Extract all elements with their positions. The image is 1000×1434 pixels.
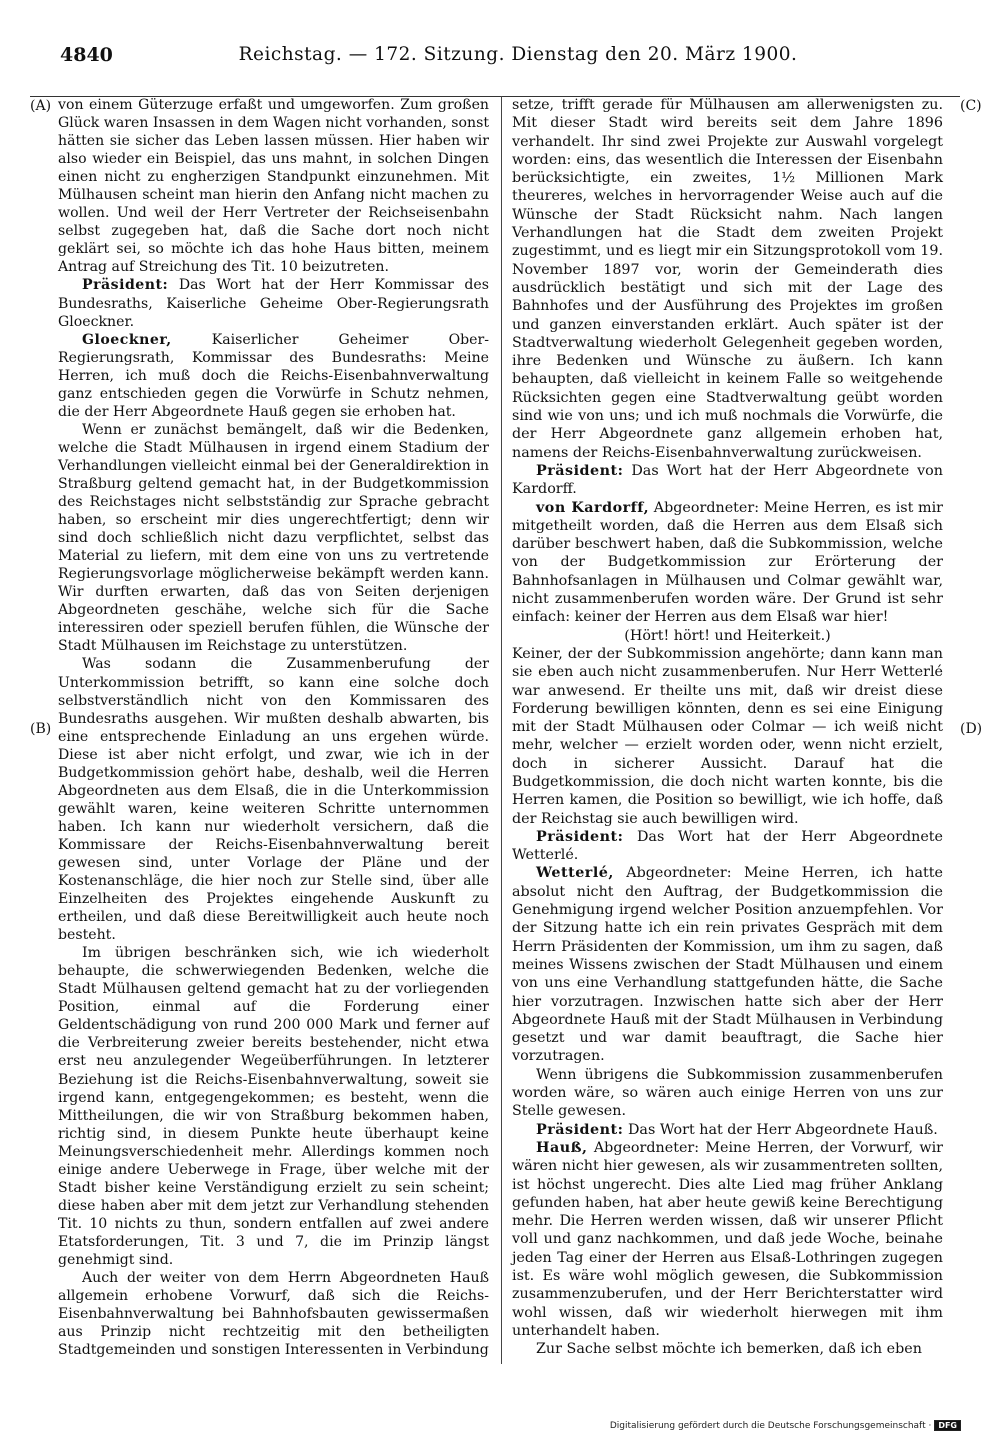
paragraph: setze, trifft gerade für Mülhausen am allerwenigsten zu. Mit dieser Stadt wird bereits seit dem Jahre 1896 verhandelt. Ihr sind zwei Projekte zur Auswahl vorgelegt worden: eins, das wesentlich die Interessen der Eisenbahn berücksichtigte, ein zweites, 1½ Millionen Mark theureres, welches in hervorragender Weise auch auf die Wünsche der Stadt Rücksicht nahm. Nach langen Verhandlungen hat die Stadt dem zweiten Projekt zugestimmt, und es liegt mir ein Sitzungsprotokoll vom 19. November 1897 vor, worin der Gemeinderath dies ausdrücklich bestätigt und sich mit der Lage des Bahnhofes und der Ausführung des Projektes im großen und ganzen einverstanden erklärt. Auch später ist der Stadtverwaltung wiederholt Gelegenheit gegeben worden, ihre Bedenken und Wünsche zu äußern. Ich kann behaupten, daß vielleicht in keinem Falle so weitgehende Rücksichten gegen eine Stadtverwaltung geübt worden sind wie von uns; und ich muß nochmals die Vorwürfe, die der Herr Abgeordnete ganz allgemein erhoben hat, namens der Reichs-Eisenbahnverwaltung zurückweisen.: [512, 97, 943, 461]
speaker-label: Gloeckner,: [82, 331, 172, 348]
margin-mark-d: (D): [960, 721, 983, 737]
speaker-paragraph: [512, 1121, 943, 1139]
speaker-paragraph: [512, 462, 943, 499]
running-title: Reichstag. — 172. Sitzung. Dienstag den 20. März 1900.: [238, 44, 798, 65]
paragraph: Im übrigen beschränken sich, wie ich wiederholt behaupte, die schwerwiegenden Bedenken, welche die Stadt Mülhausen geltend gemacht hat zu der vorliegenden Position, einmal auf die Forderung einer Geldentschädigung von rund 200 000 Mark und ferner auf die Verbreiterung zweier bereits bestehender, nicht etwa erst neu anzulegender Wegeüberführungen. In letzterer Beziehung ist die Reichs-Eisenbahnverwaltung, soweit sie irgend kann, entgegengekommen; es besteht, wenn die Mittheilungen, die wir von Straßburg bekommen haben, richtig sind, in diesem Punkte heute überhaupt keine Meinungsverschiedenheit mehr. Allerdings kommen noch einige andere Ueberwege in Frage, über welche mit der Stadt bisher keine Verständigung erzielt zu sein scheint; diese haben aber mit dem jetzt zur Verhandlung stehenden Tit. 10 nichts zu thun, sondern entfallen auf zwei andere Etatsforderungen, Tit. 3 und 7, die im Prinzip längst genehmigt sind.: [58, 945, 489, 1268]
paragraph-text: Abgeordneter: Meine Herren, es ist mir mitgetheilt worden, daß die Herren aus dem Elsaß sich darüber beschwert haben, daß die Subkommission, welche von der Budgetkommission zur Erörterung der Bahnhofsanlagen in Mülhausen und Colmar gewählt war, nicht zusammenberufen worden wäre. Der Grund ist sehr einfach: keiner der Herren aus dem Elsaß war hier!: [512, 499, 943, 626]
speaker-label: Präsident:: [536, 1121, 624, 1138]
digitization-credit: [610, 1420, 961, 1431]
paragraph: Wenn er zunächst bemängelt, daß wir die Bedenken, welche die Stadt Mülhausen in irgend einem Stadium der Verhandlungen vielleicht einmal bei der Generaldirektion in Straßburg geltend gemacht hat, in der Budgetkommission des Reichstages nicht selbstständig zur Sprache gebracht haben, so erscheint mir dies ungerechtfertigt; denn wir sind doch schließlich nicht dazu verpflichtet, selbst das Material zu liefern, mit dem eine von uns zu vertretende Regierungsvorlage möglicherweise bekämpft werden kann. Wir durften erwarten, daß das von Seiten derjenigen Abgeordneten geschähe, welche sich für die Sache interessiren oder speziell berufen fühlen, die Wünsche der Stadt Mülhausen im Reichstage zu unterstützen.: [58, 421, 489, 655]
margin-mark-a: (A): [30, 98, 52, 114]
paragraph-text: Das Wort hat der Herr Abgeordnete Wetterlé.: [512, 828, 943, 864]
paragraph: von einem Güterzuge erfaßt und umgeworfen. Zum großen Glück waren Insassen in dem Wagen nicht vorhanden, sonst hätten sie sicher das Leben lassen müssen. Hier haben wir also wieder ein Beispiel, das uns mahnt, in solchen Dingen einen nicht zu engherzigen Standpunkt einzunehmen. Mit Mülhausen scheint man hierin den Anfang nicht machen zu wollen. Und weil der Herr Vertreter der Reichseisenbahn selbst zugegeben hat, daß die Sache dort noch nicht geklärt sei, so möchte ich das hohe Haus bitten, meinem Antrag auf Streichung des Tit. 10 beizutreten.: [58, 97, 489, 276]
paragraph-text: Das Wort hat der Herr Abgeordnete Hauß.: [627, 1121, 938, 1138]
speaker-label: Präsident:: [536, 462, 624, 479]
page-header: [60, 44, 960, 74]
paragraph-text: Abgeordneter: Meine Herren, der Vorwurf, wir wären nicht hier gewesen, als wir zusammentreten sollten, ist höchst ungerecht. Dies alte Lied mag früher Anklang gefunden haben, hat aber heute gewiß keine Berechtigung mehr. Die Herren werden wissen, daß wir unserer Pflicht voll und ganz nachkommen, und daß jede Woche, beinahe jeden Tag einer der Herren aus Elsaß-Lothringen zugegen ist. Es wäre wohl möglich gewesen, die Subkommission zusammenzuberufen, und der Herr Berichterstatter wird wohl wissen, daß wir wiederholt hierwegen mit ihm unterhandelt haben.: [512, 1139, 943, 1339]
speaker-paragraph: [512, 864, 943, 1065]
right-column: [512, 96, 943, 1364]
paragraph: Auch der weiter von dem Herrn Abgeordneten Hauß allgemein erhobene Vorwurf, daß sich die Reichs-Eisenbahnverwaltung bei Bahnhofsbauten gewissermaßen aus Prinzip nicht rechtzeitig mit den betheiligten Stadtgemeinden und sonstigen Interessenten in Verbindung: [58, 1270, 489, 1359]
margin-mark-c: (C): [960, 98, 982, 114]
speaker-paragraph: [512, 499, 943, 627]
speaker-paragraph: [58, 276, 489, 330]
speaker-label: Wetterlé,: [536, 865, 614, 882]
margin-mark-b: (B): [30, 721, 52, 737]
speaker-paragraph: [512, 1139, 943, 1340]
paragraph-text: Das Wort hat der Herr Kommissar des Bundesraths, Kaiserliche Geheime Ober-Regierungsrath Gloeckner.: [58, 277, 489, 330]
paragraph-text: Das Wort hat der Herr Abgeordnete von Kardorff.: [512, 462, 943, 498]
paragraph: Wenn übrigens die Subkommission zusammenberufen worden wäre, so wären auch einige Herren von uns zur Stelle gewesen.: [512, 1066, 943, 1120]
left-column: [58, 96, 489, 1364]
speaker-label: Präsident:: [536, 828, 624, 845]
speaker-label: von Kardorff,: [536, 499, 650, 516]
paragraph-text: Abgeordneter: Meine Herren, ich hatte absolut nicht den Auftrag, der Budgetkommission die Genehmigung irgend welcher Position anzuempfehlen. Vor der Sitzung hatte ich ein rein privates Gespräch mit dem Herrn Präsidenten der Kommission, um ihm zu sagen, daß meines Wissens zwischen der Stadt Mülhausen und einem von uns eine Verhandlung stattgefunden hätte, die Sache hier vorzutragen. Inzwischen hatte sich aber der Herr Abgeordnete Hauß mit der Stadt Mülhausen in Verbindung gesetzt und war damit beauftragt, die Sache hier vorzutragen.: [512, 865, 943, 1065]
interjection: (Hört! hört! und Heiterkeit.): [624, 627, 831, 644]
speaker-label: Hauß,: [536, 1139, 588, 1156]
credit-text: Digitalisierung gefördert durch die Deutsche Forschungsgemeinschaft ·: [609, 1421, 932, 1431]
paragraph: Zur Sache selbst möchte ich bemerken, daß ich eben: [536, 1341, 922, 1358]
column-divider: [501, 96, 502, 1364]
paragraph: Keiner, der der Subkommission angehörte; dann kann man sie eben auch nicht zusammenberufen. Nur Herr Wetterlé war anwesend. Er theilte uns mit, daß wir dreist diese Forderung bewilligen könnten, denn es sei eine Einigung mit der Stadt Mülhausen oder Colmar — ich weiß nicht mehr, welcher — erzielt worden oder, wenn nicht erzielt, doch in sicherer Aussicht. Darauf hat die Budgetkommission, die doch nicht warten konnte, bis die Herren kamen, die Position so bewilligt, wie ich hoffe, daß der Reichstag sie auch bewilligen wird.: [512, 645, 943, 827]
dfg-logo: DFG: [934, 1420, 961, 1431]
page-number: 4840: [60, 44, 113, 66]
speaker-paragraph: [512, 828, 943, 865]
speaker-paragraph: [58, 331, 489, 421]
paragraph: Was sodann die Zusammenberufung der Unterkommission betrifft, so kann eine solche doch selbstverständlich nicht von den Kommissaren des Bundesraths ausgehen. Wir mußten deshalb abwarten, bis eine entsprechende Einladung an uns ergehen würde. Diese ist aber nicht erfolgt, und zwar, wie ich in der Budgetkommission gehört habe, deshalb, weil die Herren Abgeordneten aus dem Elsaß, die in die Unterkommission gewählt waren, keine weiteren Schritte unternommen haben. Ich kann nur wiederholt versichern, daß die Kommissare der Reichs-Eisenbahnverwaltung bereit gewesen sind, unter Vorlage der Pläne und der Kostenanschläge, die hier noch zur Stelle sind, über alle Einzelheiten des Projektes eingehende Auskunft zu ertheilen, und daß diese Bereitwilligkeit auch heute noch besteht.: [58, 656, 489, 944]
paragraph-text: Kaiserlicher Geheimer Ober-Regierungsrath, Kommissar des Bundesraths: Meine Herren, ich muß doch die Reichs-Eisenbahnverwaltung ganz entschieden gegen die Vorwürfe in Schutz nehmen, die der Herr Abgeordnete Hauß gegen sie erhoben hat.: [58, 331, 489, 420]
speaker-label: Präsident:: [82, 277, 169, 294]
